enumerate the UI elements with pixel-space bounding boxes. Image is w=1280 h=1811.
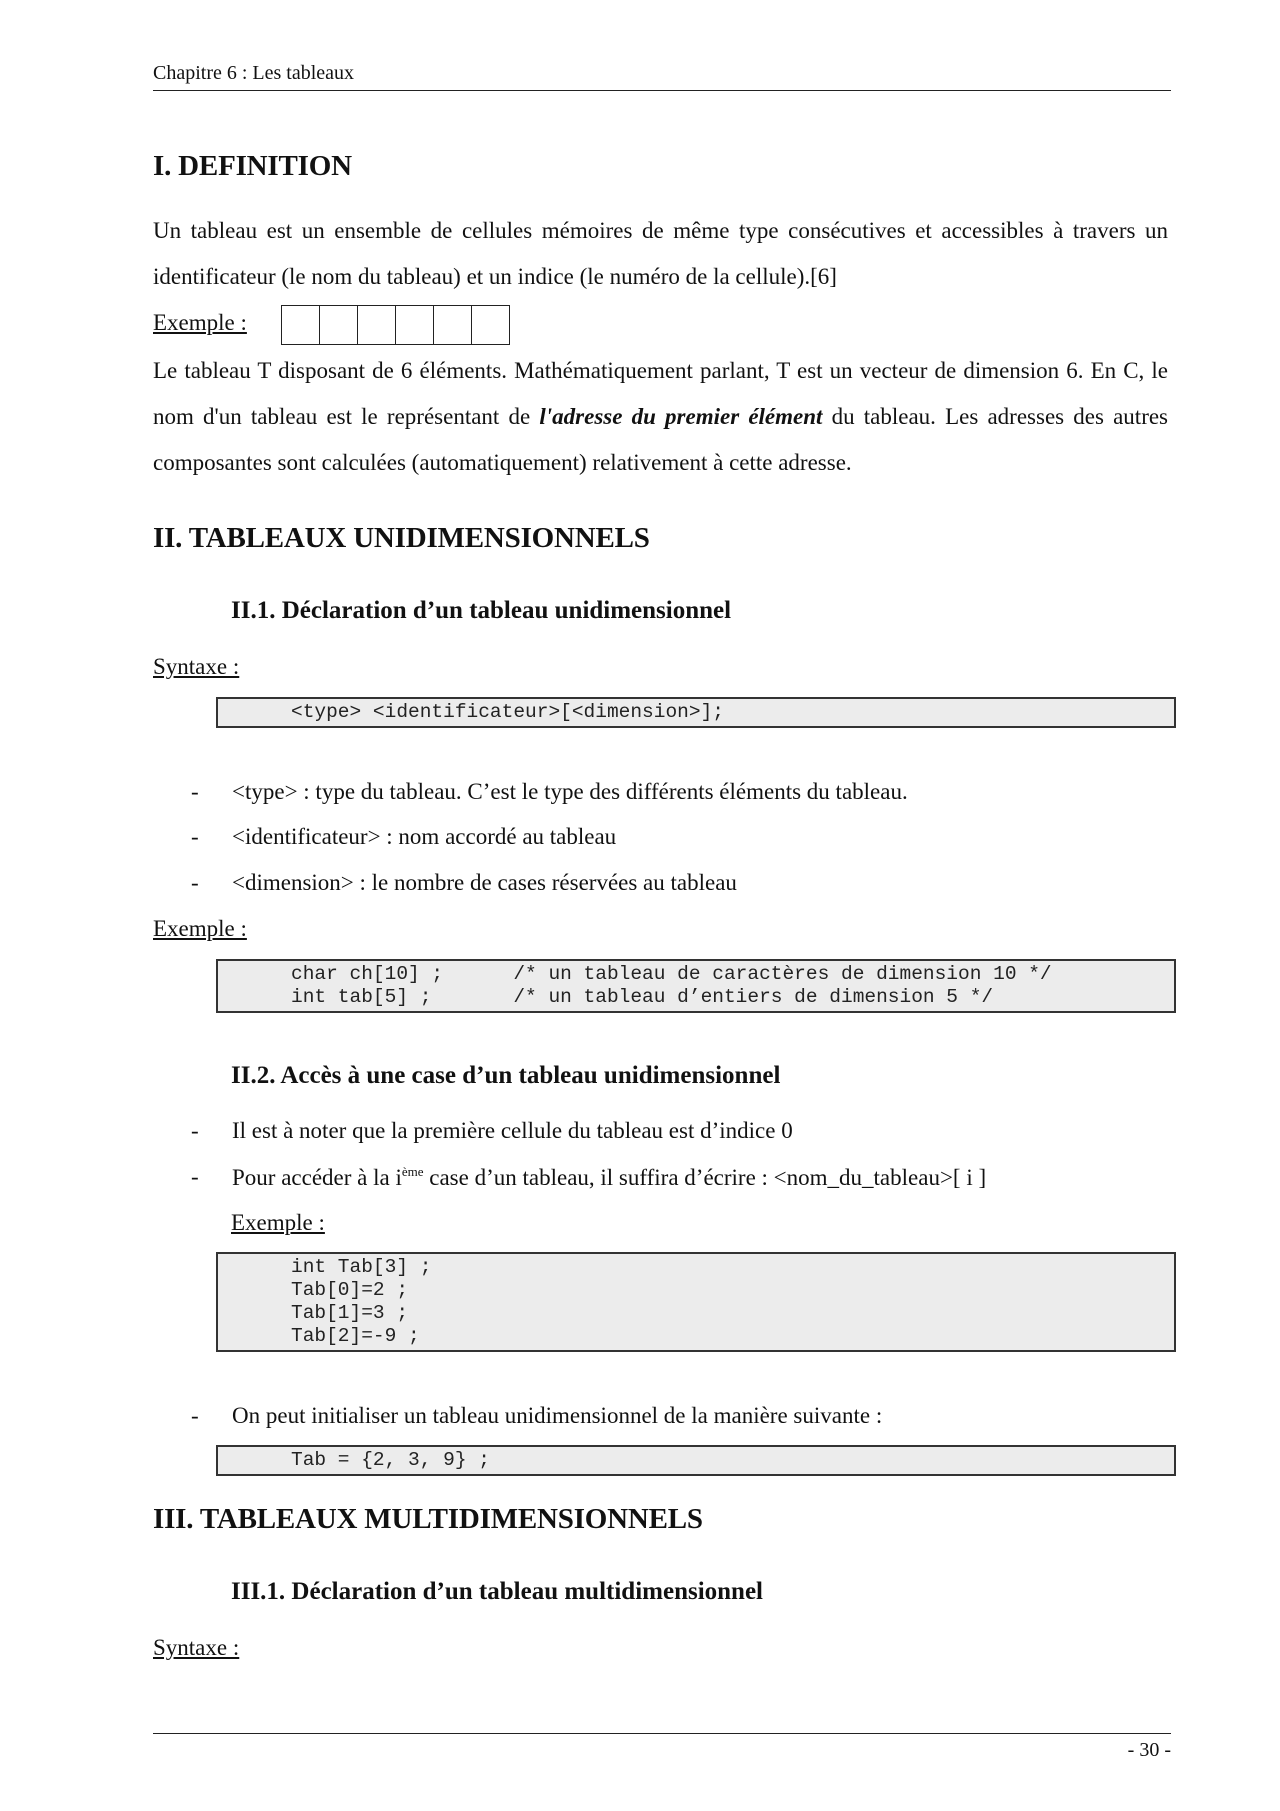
definition-paragraph: Un tableau est un ensemble de cellules mémoires de même type consécutives et accessibles à travers un identificateur (le nom du tableau) et un indice (le numéro de la cellule).[6]: [153, 218, 1168, 289]
bullet-text: <type> : type du tableau. C’est le type des différents éléments du tableau.: [232, 779, 908, 804]
para-text: du tableau. Les adresses des autres composantes sont calculées (automatiquement) relativement à cette adresse.: [153, 404, 1169, 475]
bullet-text: <identificateur> : nom accordé au tableau: [232, 824, 617, 849]
bullet-text: <dimension> : le nombre de cases réservées au tableau: [232, 870, 737, 895]
example-code-block: char ch[10] ; /* un tableau de caractères de dimension 10 */ int tab[5] ; /* un tableau d’entiers de dimension 5 */: [216, 959, 1176, 1013]
bullet-dash: -: [191, 1164, 199, 1189]
example-label: Exemple :: [231, 1210, 325, 1235]
bullet-dash: -: [191, 779, 199, 804]
syntax-label: Syntaxe :: [153, 654, 240, 679]
definition-paragraph-2: [153, 348, 1168, 486]
array-cell: [472, 306, 509, 344]
syntax-code-block: <type> <identificateur>[<dimension>];: [216, 697, 1176, 728]
subsection-title-access: II.2. Accès à une case d’un tableau unidimensionnel: [231, 1062, 781, 1089]
example-label: Exemple :: [153, 310, 247, 335]
emphasis-text: l'adresse du premier élément: [539, 404, 823, 429]
para-text: Le tableau T disposant de 6 éléments. Mathématiquement parlant, T est un vecteur de dimension 6. En C, le nom d'un tableau est le représentant de: [153, 358, 1168, 429]
page-number: - 30 -: [1127, 1739, 1171, 1761]
list-item: [191, 870, 737, 896]
array-cell: [282, 306, 320, 344]
syntax-label: Syntaxe :: [153, 1635, 240, 1660]
array-cell: [396, 306, 434, 344]
superscript: ème: [401, 1164, 424, 1179]
list-item: [191, 824, 616, 850]
array-cell: [434, 306, 472, 344]
list-item: [191, 1164, 986, 1191]
array-cell: [358, 306, 396, 344]
access-code-block: int Tab[3] ; Tab[0]=2 ; Tab[1]=3 ; Tab[2]=-9 ;: [216, 1252, 1176, 1352]
footer-rule: [153, 1733, 1171, 1734]
bullet-dash: -: [191, 1403, 199, 1428]
array-cells-illustration: [281, 305, 510, 345]
example-label: Exemple :: [153, 916, 247, 941]
array-cell: [320, 306, 358, 344]
list-item: [191, 1403, 882, 1429]
list-item: [191, 1118, 793, 1144]
bullet-text-part: Pour accéder à la i: [232, 1165, 402, 1190]
bullet-text: On peut initialiser un tableau unidimensionnel de la manière suivante :: [232, 1403, 883, 1428]
running-header: Chapitre 6 : Les tableaux: [153, 62, 1171, 91]
init-code-block: Tab = {2, 3, 9} ;: [216, 1445, 1176, 1476]
subsection-title-multi-declaration: III.1. Déclaration d’un tableau multidimensionnel: [231, 1578, 764, 1605]
section-title-multidimensional: III. TABLEAUX MULTIDIMENSIONNELS: [153, 1503, 703, 1535]
section-title-unidimensional: II. TABLEAUX UNIDIMENSIONNELS: [153, 522, 650, 554]
bullet-text: Il est à noter que la première cellule du tableau est d’indice 0: [232, 1118, 793, 1143]
section-title-definition: I. DEFINITION: [153, 150, 352, 182]
list-item: [191, 779, 908, 805]
bullet-dash: -: [191, 1118, 199, 1143]
bullet-dash: -: [191, 870, 199, 895]
bullet-text: [232, 1164, 986, 1191]
subsection-title-declaration: II.1. Déclaration d’un tableau unidimensionnel: [231, 597, 732, 624]
bullet-text-part: case d’un tableau, il suffira d’écrire : <nom_du_tableau>[ i ]: [423, 1165, 987, 1190]
bullet-dash: -: [191, 824, 199, 849]
